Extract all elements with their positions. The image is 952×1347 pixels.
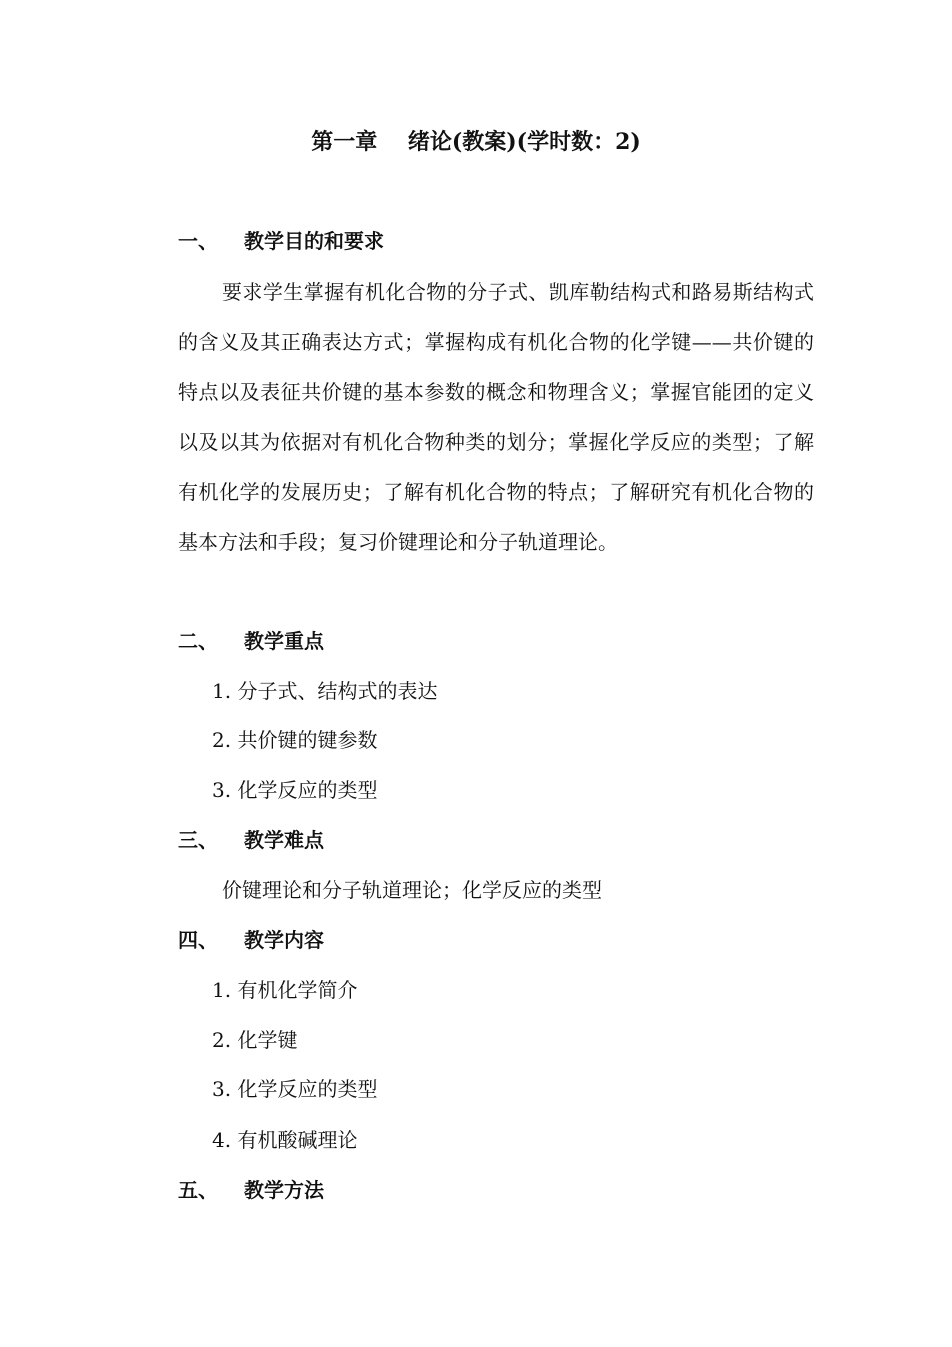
section-heading-1: [178, 226, 384, 256]
section-heading-4: [178, 925, 324, 955]
section-number: 一、: [178, 229, 218, 253]
section-number: 二、: [178, 629, 218, 653]
section-text: 价键理论和分子轨道理论；化学反应的类型: [222, 878, 602, 902]
section-title: 教学方法: [244, 1178, 324, 1202]
list-item: 3. 化学反应的类型: [212, 1077, 378, 1101]
section-heading-2: [178, 626, 324, 656]
section-title: 教学目的和要求: [244, 229, 384, 253]
list-item: 3. 化学反应的类型: [212, 778, 378, 802]
list-item: 1. 分子式、结构式的表达: [212, 679, 438, 703]
list-item: 1. 有机化学简介: [212, 978, 358, 1002]
section-heading-5: [178, 1175, 324, 1205]
section-title: 教学难点: [244, 828, 324, 852]
chapter-title: 第一章 绪论(教案)(学时数：2): [311, 129, 641, 155]
section-title: 教学重点: [244, 629, 324, 653]
section-number: 三、: [178, 828, 218, 852]
section-title: 教学内容: [244, 928, 324, 952]
section-paragraph: 要求学生掌握有机化合物的分子式、凯库勒结构式和路易斯结构式的含义及其正确表达方式；掌握构成有机化合物的化学键——共价键的特点以及表征共价键的基本参数的概念和物理含义；掌握官能团的定义以及以其为依据对有机化合物种类的划分；掌握化学反应的类型；了解有机化学的发展历史；了解有机化合物的特点；了解研究有机化合物的基本方法和手段；复习价键理论和分子轨道理论。: [178, 280, 814, 554]
section-number: 五、: [178, 1178, 218, 1202]
list-item: 4. 有机酸碱理论: [212, 1128, 358, 1152]
section-heading-3: [178, 825, 324, 855]
section-number: 四、: [178, 928, 218, 952]
list-item: 2. 共价键的键参数: [212, 728, 378, 752]
list-item: 2. 化学键: [212, 1028, 298, 1052]
